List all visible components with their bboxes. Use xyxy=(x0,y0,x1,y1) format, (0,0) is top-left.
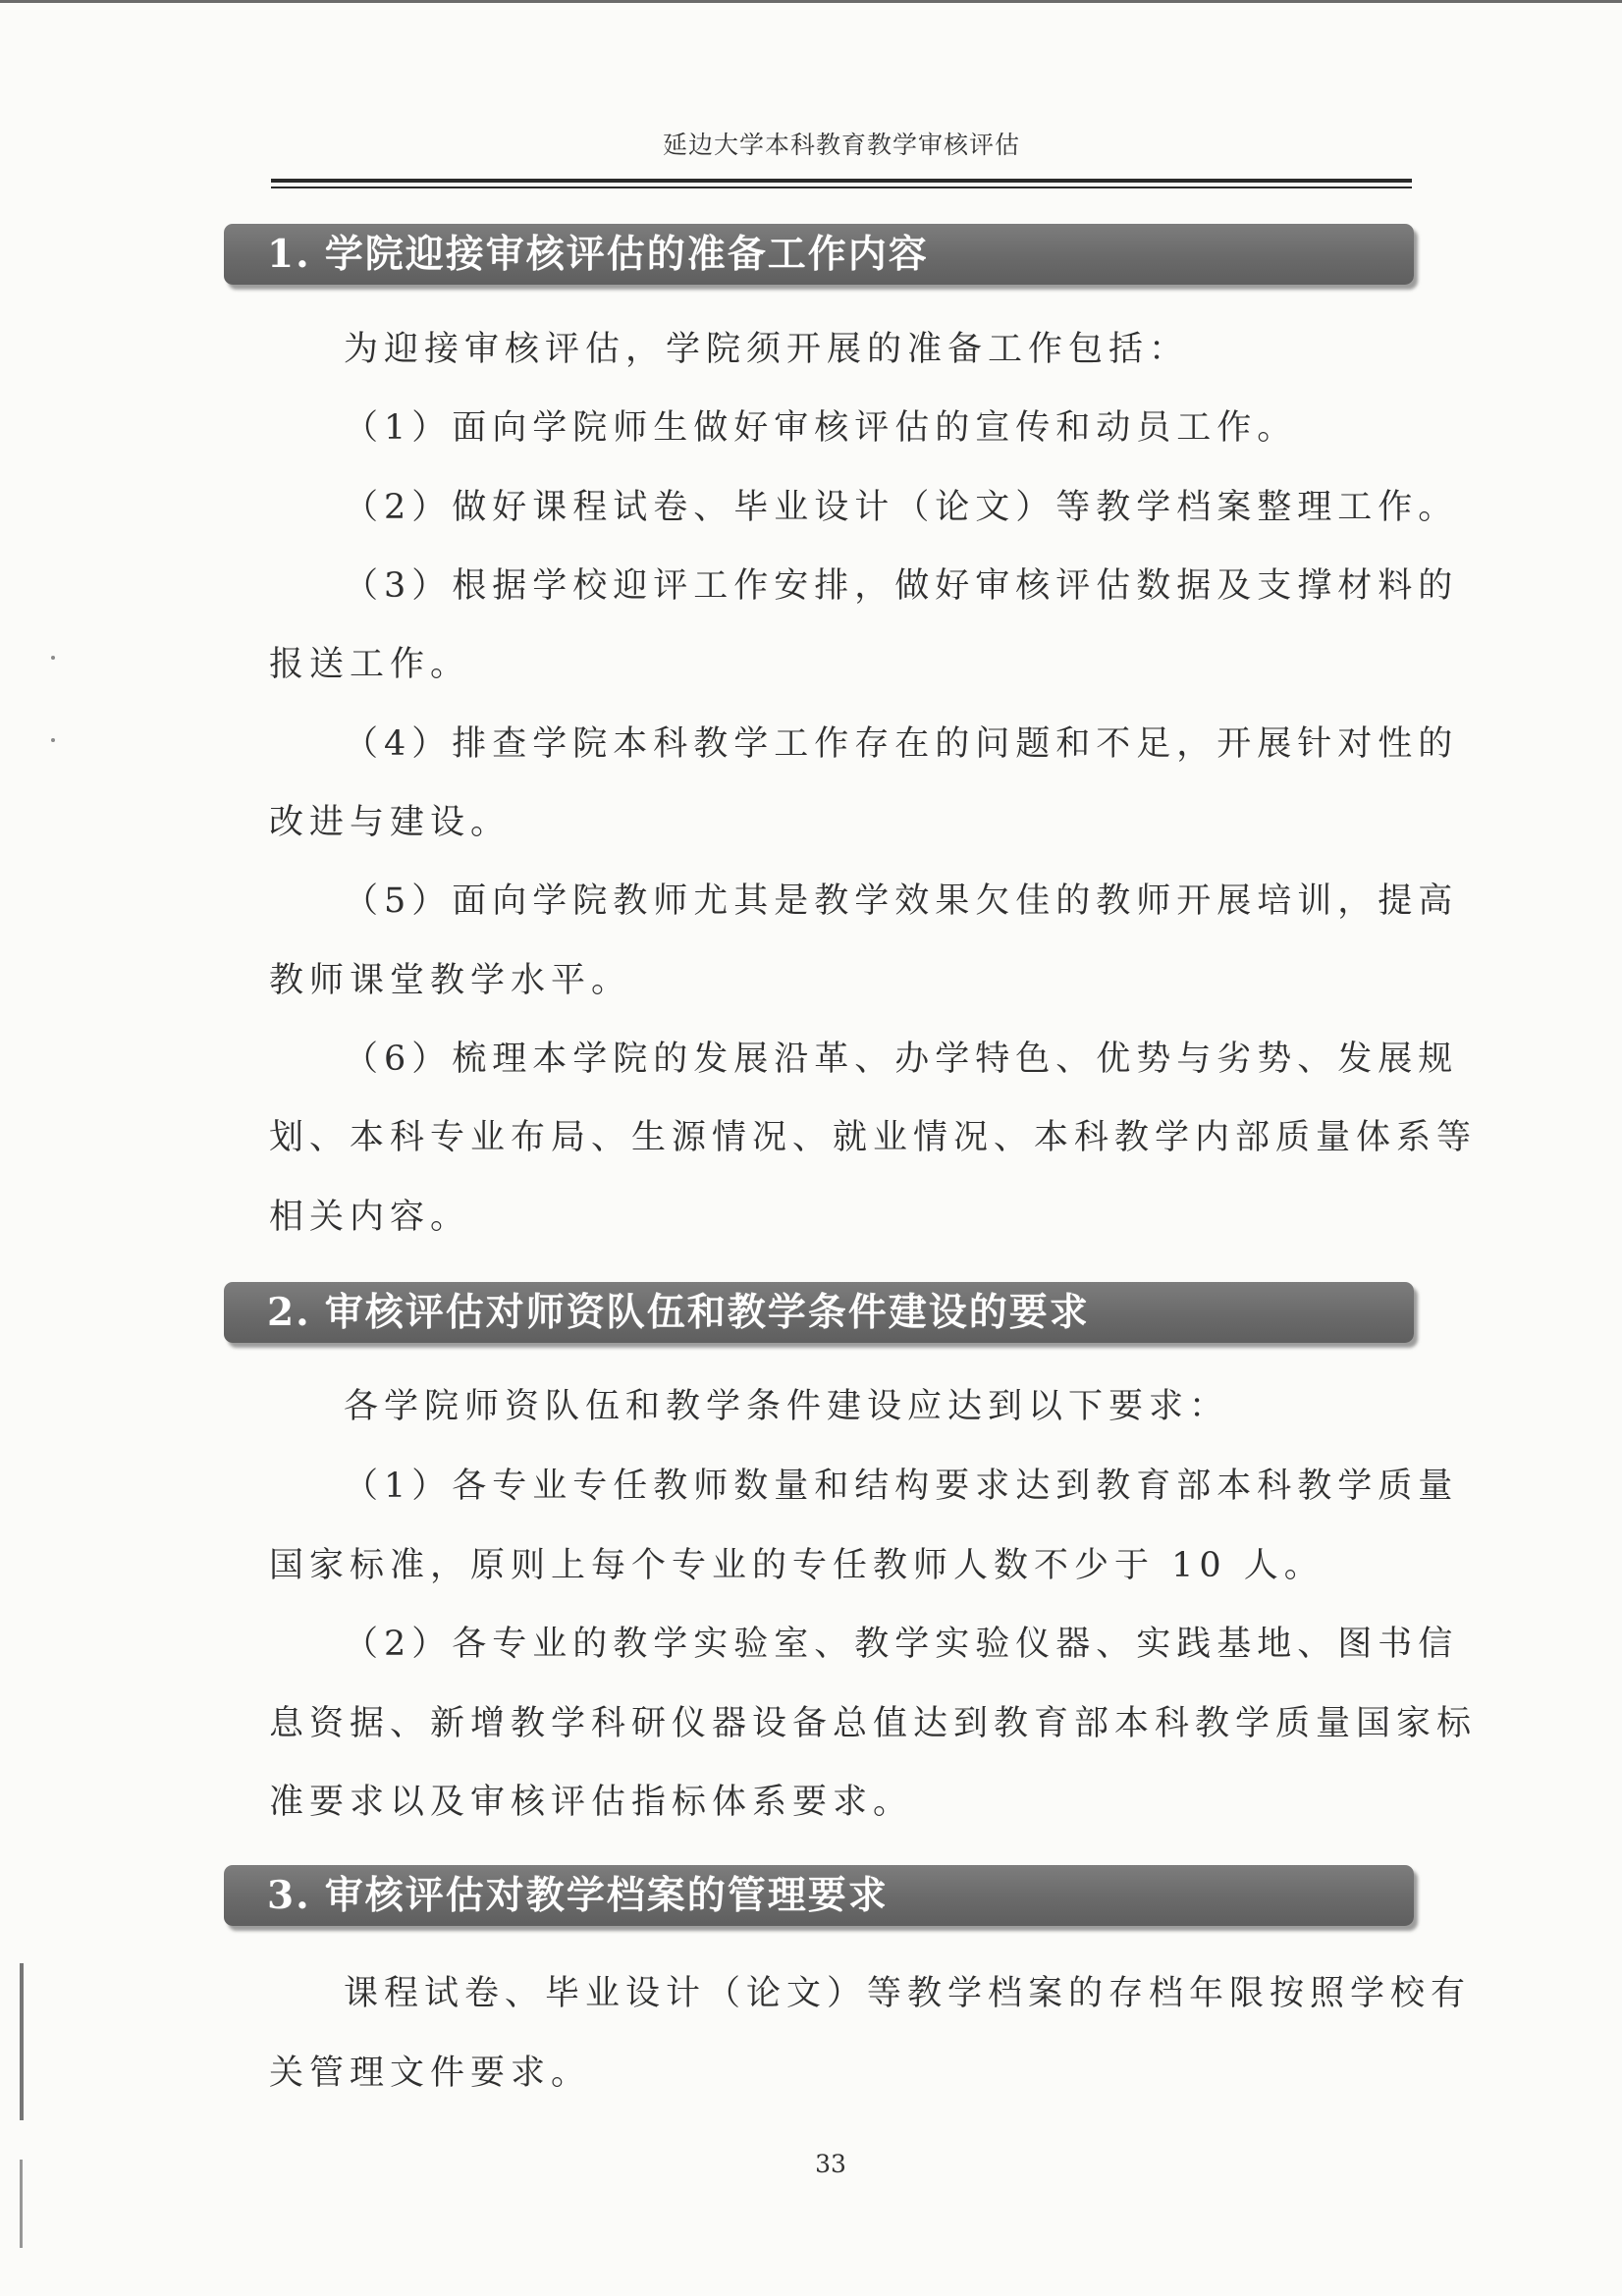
header-rule-thin xyxy=(271,187,1412,188)
section-3-line-2: 关管理文件要求。 xyxy=(269,2054,592,2093)
section-1-line-9: 教师课堂教学水平。 xyxy=(269,961,632,1000)
scan-speck xyxy=(51,656,55,660)
section-1-line-12: 相关内容。 xyxy=(269,1198,471,1237)
header-rule xyxy=(271,179,1412,183)
section-3-number: 3. xyxy=(267,1873,311,1918)
page-number: 33 xyxy=(815,2150,846,2178)
section-1-line-7: 改进与建设。 xyxy=(269,803,512,842)
section-1-line-11: 划、本科专业布局、生源情况、就业情况、本科教学内部质量体系等 xyxy=(269,1118,1478,1157)
scan-top-edge xyxy=(0,0,1622,3)
section-2-line-6: 准要求以及审核评估指标体系要求。 xyxy=(269,1783,914,1822)
section-1-line-4: （3）根据学校迎评工作安排，做好审核评估数据及支撑材料的 xyxy=(344,566,1459,606)
section-1-line-6: （4）排查学院本科教学工作存在的问题和不足，开展针对性的 xyxy=(344,724,1459,764)
section-1-line-1: 为迎接审核评估，学院须开展的准备工作包括： xyxy=(344,330,1190,369)
section-2-line-2: （1）各专业专任教师数量和结构要求达到教育部本科教学质量 xyxy=(344,1467,1459,1506)
section-1-line-10: （6）梳理本学院的发展沿革、办学特色、优势与劣势、发展规 xyxy=(344,1040,1459,1079)
section-2-number: 2. xyxy=(267,1290,311,1335)
section-1-line-3: （2）做好课程试卷、毕业设计（论文）等教学档案整理工作。 xyxy=(344,488,1459,527)
section-2-line-5: 息资据、新增教学科研仪器设备总值达到教育部本科教学质量国家标 xyxy=(269,1704,1478,1743)
section-3-title: 审核评估对教学档案的管理要求 xyxy=(324,1873,889,1918)
section-1-line-5: 报送工作。 xyxy=(269,645,471,684)
section-2-line-1: 各学院师资队伍和教学条件建设应达到以下要求： xyxy=(344,1387,1230,1426)
section-2-line-4: （2）各专业的教学实验室、教学实验仪器、实践基地、图书信 xyxy=(344,1625,1459,1664)
section-1-title: 学院迎接审核评估的准备工作内容 xyxy=(324,232,929,277)
section-1-heading xyxy=(224,224,1414,285)
section-1-number: 1. xyxy=(267,232,311,277)
scan-edge-mark-lower xyxy=(20,2160,23,2248)
section-2-line-3: 国家标准，原则上每个专业的专任教师人数不少于 10 人。 xyxy=(269,1546,1325,1585)
running-header: 延边大学本科教育教学审核评估 xyxy=(662,131,1020,159)
section-2-heading xyxy=(224,1282,1414,1343)
section-3-line-1: 课程试卷、毕业设计（论文）等教学档案的存档年限按照学校有 xyxy=(344,1974,1472,2013)
scan-speck xyxy=(51,738,55,742)
section-1-line-8: （5）面向学院教师尤其是教学效果欠佳的教师开展培训，提高 xyxy=(344,881,1459,921)
scan-edge-mark xyxy=(20,1963,24,2120)
section-2-title: 审核评估对师资队伍和教学条件建设的要求 xyxy=(324,1290,1090,1335)
section-3-heading xyxy=(224,1865,1414,1926)
section-1-line-2: （1）面向学院师生做好审核评估的宣传和动员工作。 xyxy=(344,408,1298,448)
